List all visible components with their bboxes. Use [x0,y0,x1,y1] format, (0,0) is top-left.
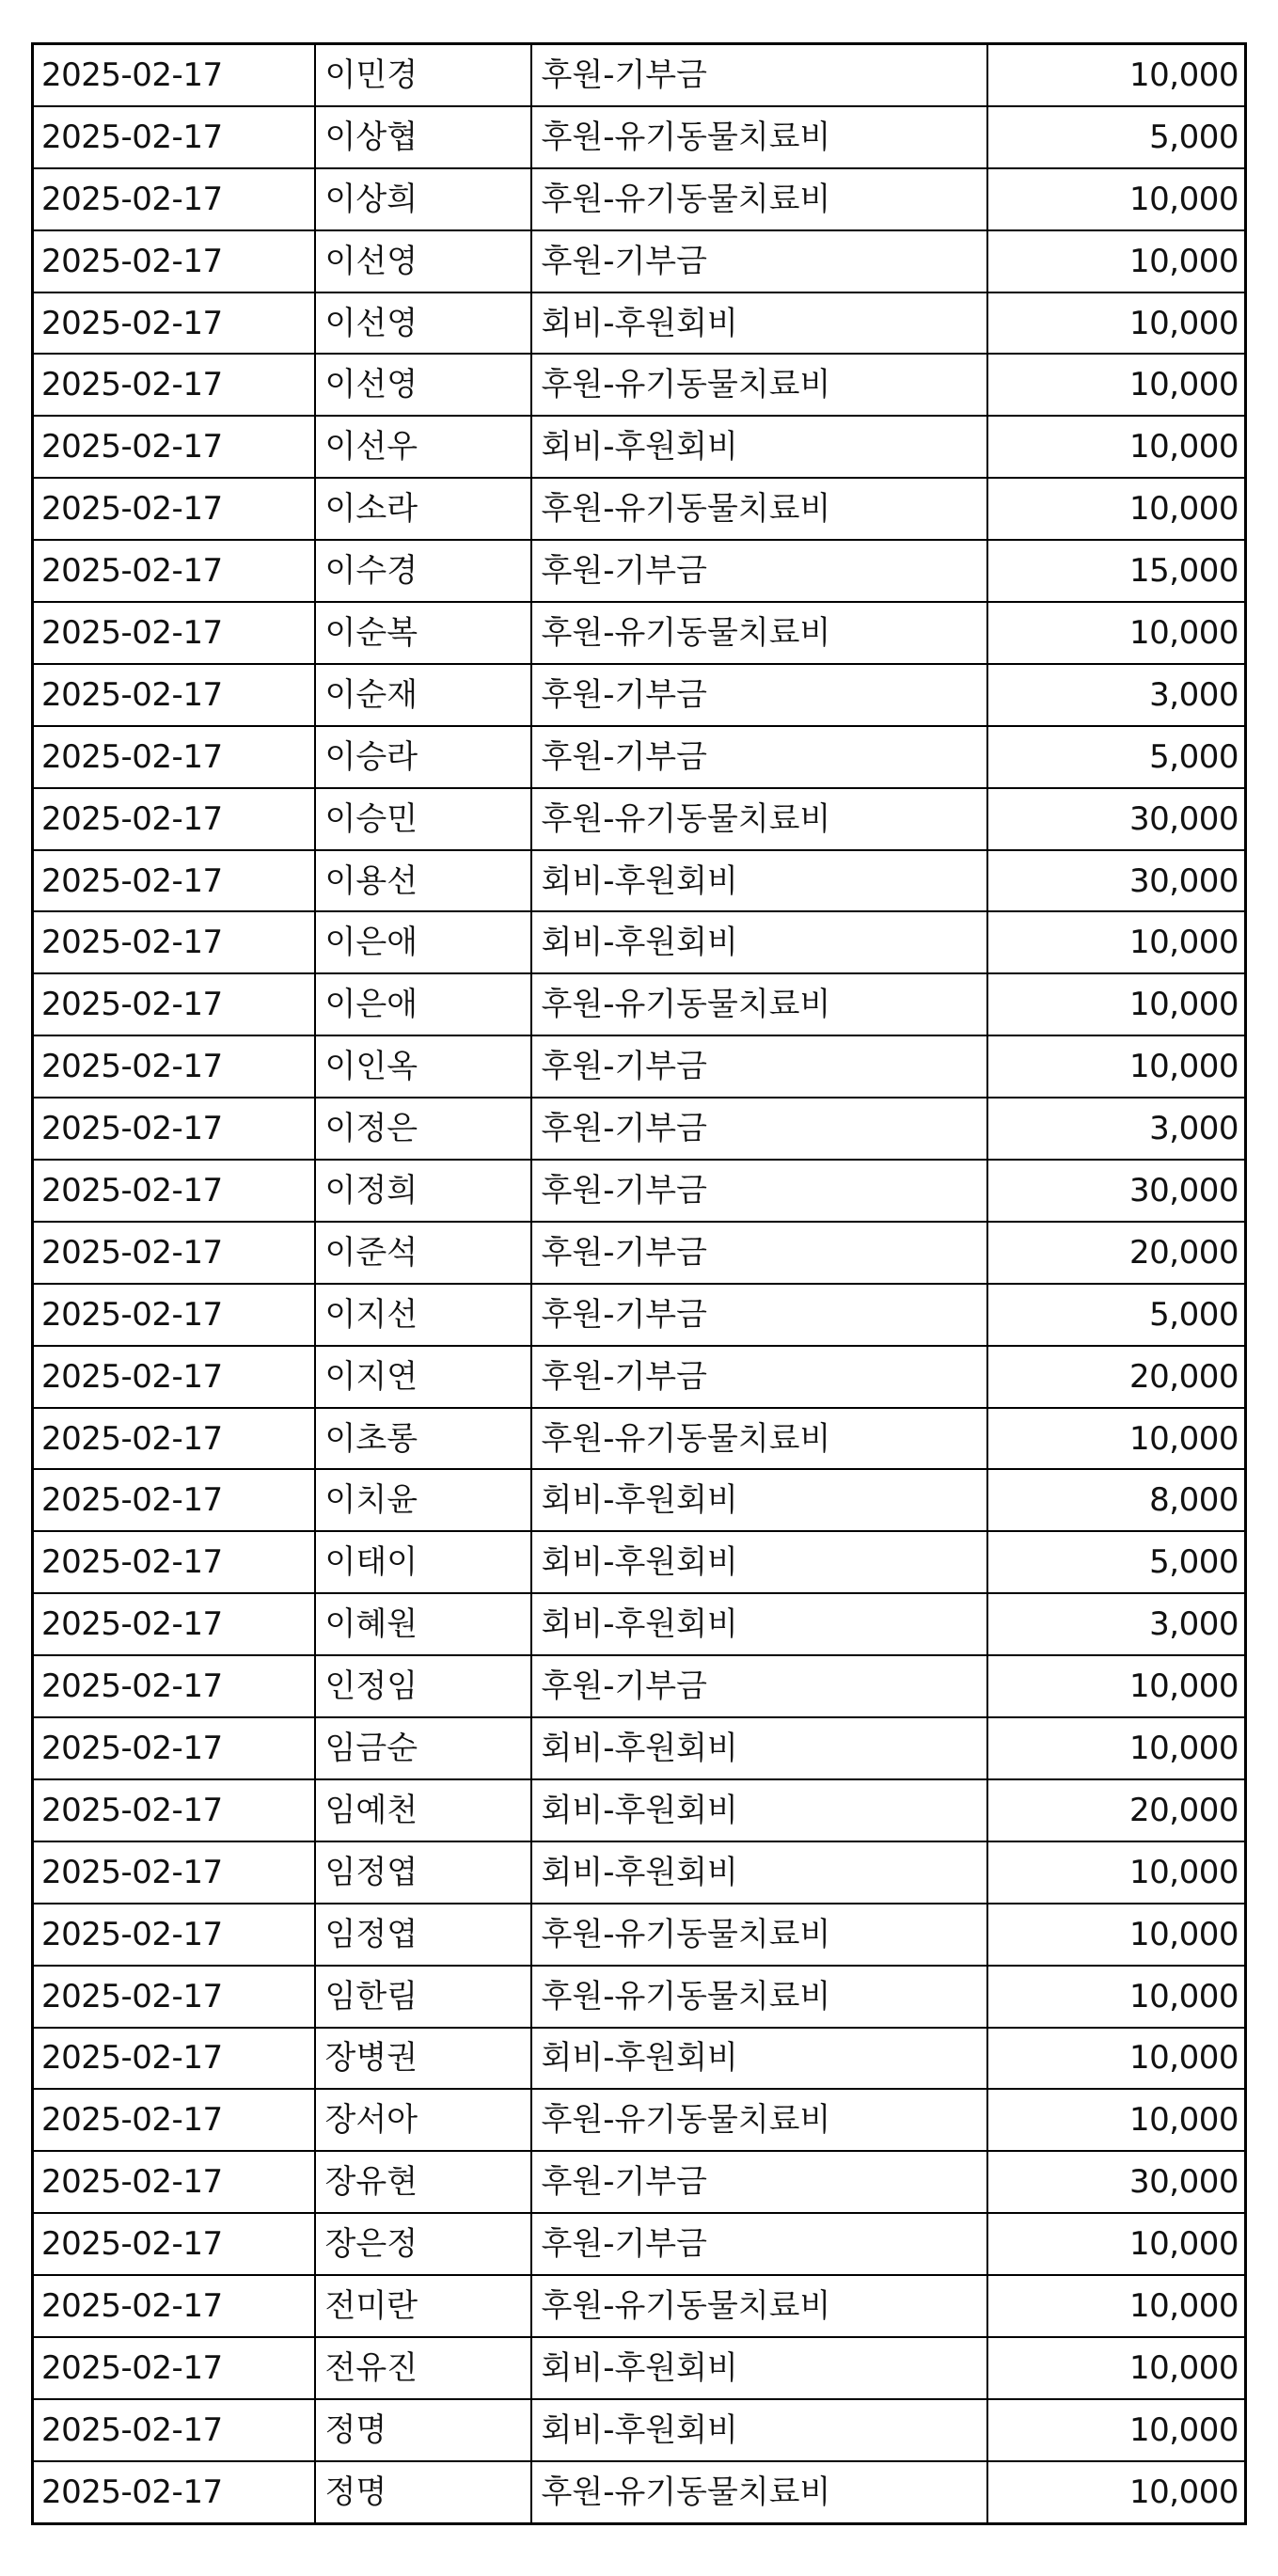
donor-name-cell: 이승라 [315,726,531,788]
date-cell: 2025-02-17 [33,1655,315,1717]
date-cell: 2025-02-17 [33,2213,315,2275]
amount-cell: 10,000 [987,1966,1246,2028]
table-row [33,106,1246,168]
date-cell: 2025-02-17 [33,1284,315,1346]
category-cell: 후원-유기동물치료비 [531,1904,987,1966]
table-row [33,1655,1246,1717]
amount-cell: 20,000 [987,1222,1246,1284]
table-row [33,2337,1246,2399]
category-cell: 회비-후원회비 [531,1593,987,1655]
table-row [33,1593,1246,1655]
date-cell: 2025-02-17 [33,1469,315,1531]
amount-cell: 10,000 [987,416,1246,478]
donor-name-cell: 임예천 [315,1779,531,1841]
category-cell: 회비-후원회비 [531,1531,987,1593]
date-cell: 2025-02-17 [33,416,315,478]
donor-name-cell: 이정희 [315,1160,531,1222]
amount-cell: 30,000 [987,850,1246,912]
table-row [33,1779,1246,1841]
category-cell: 회비-후원회비 [531,2337,987,2399]
donor-name-cell: 이지연 [315,1346,531,1408]
amount-cell: 10,000 [987,2337,1246,2399]
donor-name-cell: 임정엽 [315,1841,531,1904]
table-row [33,602,1246,664]
amount-cell: 10,000 [987,1904,1246,1966]
table-row [33,2275,1246,2337]
amount-cell: 10,000 [987,354,1246,416]
category-cell: 후원-기부금 [531,2213,987,2275]
donor-name-cell: 임정엽 [315,1904,531,1966]
table-row [33,1222,1246,1284]
donor-name-cell: 이순재 [315,664,531,726]
date-cell: 2025-02-17 [33,106,315,168]
donor-name-cell: 이치윤 [315,1469,531,1531]
amount-cell: 20,000 [987,1779,1246,1841]
date-cell: 2025-02-17 [33,540,315,602]
donor-name-cell: 전미란 [315,2275,531,2337]
date-cell: 2025-02-17 [33,44,315,106]
table-row [33,540,1246,602]
table-row [33,2151,1246,2213]
donor-name-cell: 이은애 [315,911,531,973]
date-cell: 2025-02-17 [33,911,315,973]
donor-name-cell: 장서아 [315,2089,531,2151]
donor-name-cell: 이초롱 [315,1408,531,1470]
category-cell: 후원-유기동물치료비 [531,354,987,416]
table-row [33,478,1246,540]
category-cell: 후원-유기동물치료비 [531,2275,987,2337]
donor-name-cell: 이태이 [315,1531,531,1593]
category-cell: 회비-후원회비 [531,1841,987,1904]
donor-name-cell: 인정임 [315,1655,531,1717]
table-row [33,1346,1246,1408]
amount-cell: 15,000 [987,540,1246,602]
category-cell: 후원-유기동물치료비 [531,2089,987,2151]
amount-cell: 10,000 [987,1408,1246,1470]
date-cell: 2025-02-17 [33,2337,315,2399]
table-row [33,726,1246,788]
date-cell: 2025-02-17 [33,354,315,416]
amount-cell: 3,000 [987,1098,1246,1160]
table-row [33,788,1246,850]
table-row [33,416,1246,478]
amount-cell: 30,000 [987,1160,1246,1222]
table-row [33,664,1246,726]
table-row [33,1160,1246,1222]
category-cell: 후원-유기동물치료비 [531,478,987,540]
table-row [33,230,1246,292]
donor-name-cell: 장유현 [315,2151,531,2213]
date-cell: 2025-02-17 [33,1717,315,1779]
table-row [33,168,1246,230]
date-cell: 2025-02-17 [33,292,315,355]
amount-cell: 10,000 [987,2213,1246,2275]
category-cell: 후원-유기동물치료비 [531,168,987,230]
table-row [33,2461,1246,2523]
table-row [33,1284,1246,1346]
donor-name-cell: 이상희 [315,168,531,230]
table-row [33,1098,1246,1160]
category-cell: 후원-기부금 [531,44,987,106]
donor-name-cell: 이선영 [315,292,531,355]
amount-cell: 10,000 [987,2089,1246,2151]
date-cell: 2025-02-17 [33,1346,315,1408]
amount-cell: 10,000 [987,478,1246,540]
amount-cell: 10,000 [987,1717,1246,1779]
table-row [33,2399,1246,2461]
table-row [33,1966,1246,2028]
category-cell: 회비-후원회비 [531,1717,987,1779]
donor-name-cell: 장은정 [315,2213,531,2275]
category-cell: 후원-기부금 [531,1284,987,1346]
donor-name-cell: 이정은 [315,1098,531,1160]
amount-cell: 10,000 [987,2461,1246,2523]
table-row [33,1408,1246,1470]
date-cell: 2025-02-17 [33,2089,315,2151]
category-cell: 후원-기부금 [531,230,987,292]
category-cell: 후원-유기동물치료비 [531,973,987,1035]
amount-cell: 3,000 [987,664,1246,726]
date-cell: 2025-02-17 [33,2028,315,2090]
table-row [33,2028,1246,2090]
amount-cell: 10,000 [987,2399,1246,2461]
amount-cell: 10,000 [987,168,1246,230]
date-cell: 2025-02-17 [33,2461,315,2523]
category-cell: 회비-후원회비 [531,850,987,912]
donor-name-cell: 이선우 [315,416,531,478]
amount-cell: 10,000 [987,292,1246,355]
date-cell: 2025-02-17 [33,664,315,726]
donor-name-cell: 이수경 [315,540,531,602]
donation-ledger-table [31,42,1247,2525]
category-cell: 회비-후원회비 [531,292,987,355]
amount-cell: 10,000 [987,1035,1246,1098]
category-cell: 후원-유기동물치료비 [531,106,987,168]
donor-name-cell: 이순복 [315,602,531,664]
donor-name-cell: 이선영 [315,354,531,416]
date-cell: 2025-02-17 [33,1904,315,1966]
donor-name-cell: 임한림 [315,1966,531,2028]
donor-name-cell: 전유진 [315,2337,531,2399]
date-cell: 2025-02-17 [33,1531,315,1593]
date-cell: 2025-02-17 [33,1035,315,1098]
amount-cell: 30,000 [987,2151,1246,2213]
category-cell: 후원-기부금 [531,2151,987,2213]
donor-name-cell: 이준석 [315,1222,531,1284]
date-cell: 2025-02-17 [33,1779,315,1841]
category-cell: 회비-후원회비 [531,911,987,973]
table-row [33,292,1246,355]
donor-name-cell: 이인옥 [315,1035,531,1098]
category-cell: 후원-기부금 [531,540,987,602]
donor-name-cell: 이선영 [315,230,531,292]
amount-cell: 10,000 [987,1841,1246,1904]
table-row [33,1531,1246,1593]
donor-name-cell: 이승민 [315,788,531,850]
category-cell: 후원-유기동물치료비 [531,2461,987,2523]
table-row [33,2213,1246,2275]
category-cell: 후원-기부금 [531,1098,987,1160]
donor-name-cell: 이은애 [315,973,531,1035]
table-row [33,1469,1246,1531]
donor-name-cell: 정명 [315,2461,531,2523]
date-cell: 2025-02-17 [33,602,315,664]
date-cell: 2025-02-17 [33,478,315,540]
amount-cell: 5,000 [987,726,1246,788]
donor-name-cell: 정명 [315,2399,531,2461]
date-cell: 2025-02-17 [33,1098,315,1160]
date-cell: 2025-02-17 [33,726,315,788]
date-cell: 2025-02-17 [33,1966,315,2028]
amount-cell: 10,000 [987,44,1246,106]
table-row [33,1904,1246,1966]
category-cell: 회비-후원회비 [531,416,987,478]
amount-cell: 10,000 [987,973,1246,1035]
amount-cell: 10,000 [987,230,1246,292]
category-cell: 회비-후원회비 [531,1779,987,1841]
date-cell: 2025-02-17 [33,850,315,912]
amount-cell: 10,000 [987,911,1246,973]
category-cell: 후원-유기동물치료비 [531,1966,987,2028]
category-cell: 후원-기부금 [531,1655,987,1717]
category-cell: 후원-유기동물치료비 [531,602,987,664]
date-cell: 2025-02-17 [33,2399,315,2461]
amount-cell: 5,000 [987,1284,1246,1346]
amount-cell: 20,000 [987,1346,1246,1408]
donor-name-cell: 이지선 [315,1284,531,1346]
date-cell: 2025-02-17 [33,230,315,292]
amount-cell: 10,000 [987,1655,1246,1717]
category-cell: 후원-기부금 [531,726,987,788]
date-cell: 2025-02-17 [33,1593,315,1655]
donor-name-cell: 임금순 [315,1717,531,1779]
date-cell: 2025-02-17 [33,1841,315,1904]
date-cell: 2025-02-17 [33,1408,315,1470]
amount-cell: 10,000 [987,602,1246,664]
amount-cell: 5,000 [987,106,1246,168]
donor-name-cell: 이혜원 [315,1593,531,1655]
donor-name-cell: 이소라 [315,478,531,540]
date-cell: 2025-02-17 [33,168,315,230]
date-cell: 2025-02-17 [33,2275,315,2337]
table-row [33,354,1246,416]
date-cell: 2025-02-17 [33,1222,315,1284]
table-row [33,1717,1246,1779]
date-cell: 2025-02-17 [33,973,315,1035]
category-cell: 후원-기부금 [531,1035,987,1098]
category-cell: 후원-기부금 [531,1346,987,1408]
amount-cell: 30,000 [987,788,1246,850]
table-row [33,44,1246,106]
donor-name-cell: 이상협 [315,106,531,168]
category-cell: 회비-후원회비 [531,2028,987,2090]
donor-name-cell: 이민경 [315,44,531,106]
category-cell: 후원-유기동물치료비 [531,1408,987,1470]
category-cell: 후원-기부금 [531,1222,987,1284]
category-cell: 후원-기부금 [531,664,987,726]
table-row [33,973,1246,1035]
ledger-body [33,44,1246,2524]
donor-name-cell: 장병권 [315,2028,531,2090]
category-cell: 후원-유기동물치료비 [531,788,987,850]
amount-cell: 10,000 [987,2275,1246,2337]
donor-name-cell: 이용선 [315,850,531,912]
amount-cell: 5,000 [987,1531,1246,1593]
amount-cell: 10,000 [987,2028,1246,2090]
amount-cell: 3,000 [987,1593,1246,1655]
table-row [33,2089,1246,2151]
table-row [33,911,1246,973]
date-cell: 2025-02-17 [33,1160,315,1222]
table-row [33,1035,1246,1098]
category-cell: 후원-기부금 [531,1160,987,1222]
table-row [33,850,1246,912]
date-cell: 2025-02-17 [33,2151,315,2213]
table-row [33,1841,1246,1904]
date-cell: 2025-02-17 [33,788,315,850]
category-cell: 회비-후원회비 [531,2399,987,2461]
category-cell: 회비-후원회비 [531,1469,987,1531]
amount-cell: 8,000 [987,1469,1246,1531]
